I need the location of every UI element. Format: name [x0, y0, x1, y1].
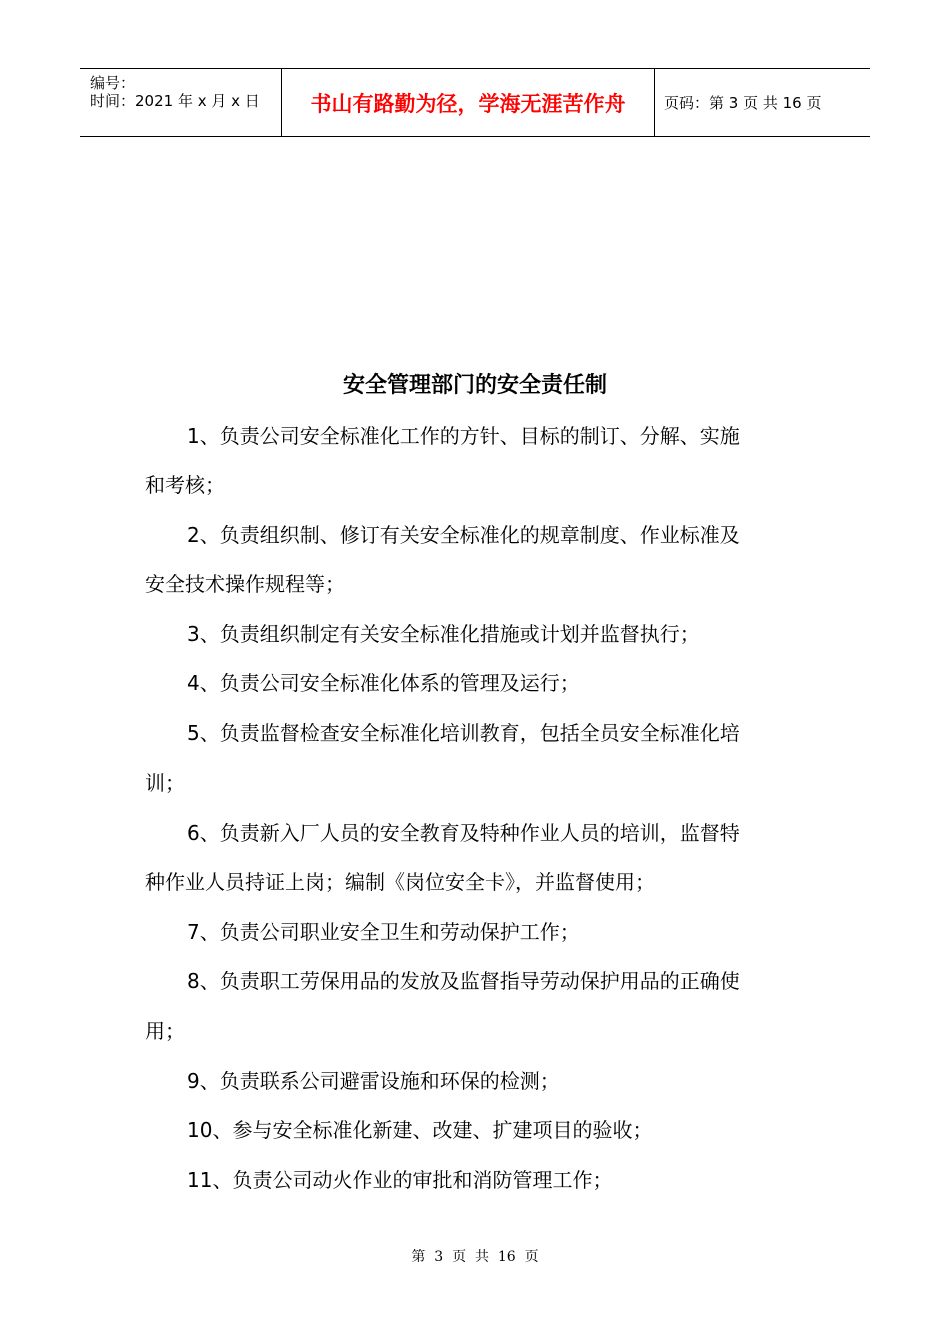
clause-line: 10、参与安全标准化新建、改建、扩建项目的验收；: [187, 1118, 653, 1142]
clause-line: 5、负责监督检查安全标准化培训教育，包括全员安全标准化培: [187, 721, 740, 745]
header-page-cell: [654, 69, 870, 136]
slogan: 书山有路勤为径，学海无涯苦作舟: [310, 91, 626, 116]
clause-line: 2、负责组织制、修订有关安全标准化的规章制度、作业标准及: [187, 523, 740, 547]
clause-line: 11、负责公司动火作业的审批和消防管理工作；: [187, 1168, 613, 1192]
clause-line: 用；: [145, 1019, 185, 1043]
clause-line: 和考核；: [145, 473, 225, 497]
page-footer: 第 3 页 共 16 页: [411, 1249, 539, 1265]
header-meta-cell: [80, 69, 280, 136]
clause-line: 7、负责公司职业安全卫生和劳动保护工作；: [187, 920, 580, 944]
document-title: 安全管理部门的安全责任制: [342, 373, 607, 398]
clause-line: 训；: [145, 771, 185, 795]
clause-line: 安全技术操作规程等；: [145, 572, 345, 596]
document-header: [80, 68, 870, 137]
header-slogan-cell: [281, 69, 655, 136]
clause-line: 1、负责公司安全标准化工作的方针、目标的制订、分解、实施: [187, 424, 740, 448]
code-label: 编号：: [90, 74, 136, 92]
clause-line: 种作业人员持证上岗；编制《岗位安全卡》，并监督使用；: [145, 870, 655, 894]
clause-line: 9、负责联系公司避雷设施和环保的检测；: [187, 1069, 560, 1093]
clause-line: 3、负责组织制定有关安全标准化措施或计划并监督执行；: [187, 622, 700, 646]
clause-line: 4、负责公司安全标准化体系的管理及运行；: [187, 671, 580, 695]
date-label: 时间：2021 年 x 月 x 日: [90, 92, 260, 110]
clause-line: 6、负责新入厂人员的安全教育及特种作业人员的培训，监督特: [187, 821, 740, 845]
clause-line: 8、负责职工劳保用品的发放及监督指导劳动保护用品的正确使: [187, 969, 740, 993]
page-indicator: 页码：第 3 页 共 16 页: [664, 94, 822, 112]
